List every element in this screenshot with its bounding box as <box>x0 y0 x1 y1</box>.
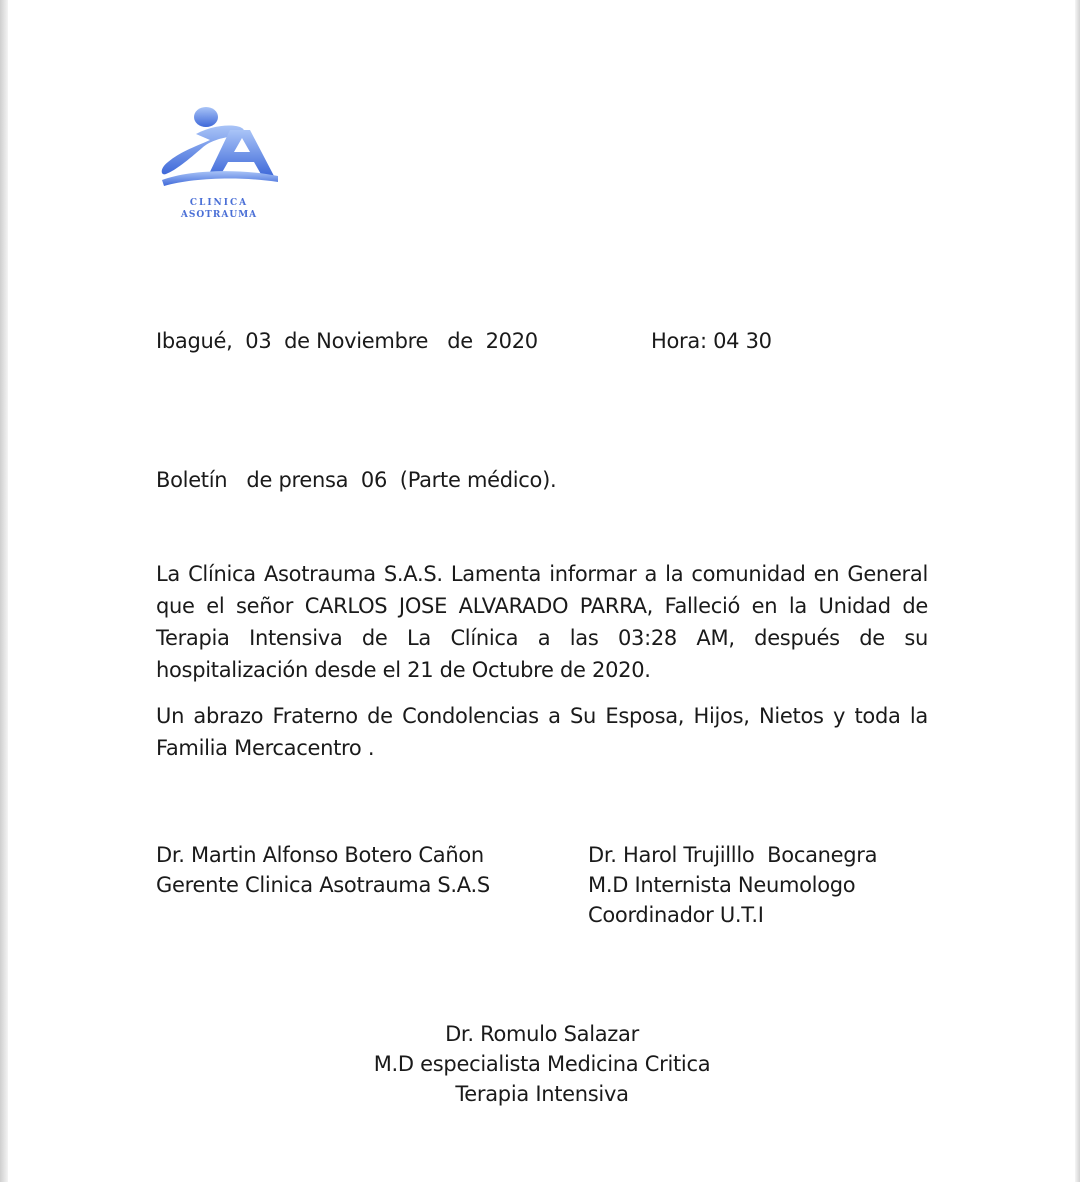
signature-right <box>588 840 877 930</box>
logo-text-line1: CLINICA <box>189 198 249 208</box>
page-edge-right <box>1075 0 1080 1182</box>
date-line: Ibagué, 03 de Noviembre de 2020 <box>156 329 538 353</box>
signature-center-name: Dr. Romulo Salazar <box>445 1022 639 1046</box>
signature-right-role: Coordinador U.T.I <box>588 903 764 927</box>
signature-left-name: Dr. Martin Alfonso Botero Cañon <box>156 843 484 867</box>
signature-right-title: M.D Internista Neumologo <box>588 873 856 897</box>
body-paragraph-2: Un abrazo Fraterno de Condolencias a Su Esposa, Hijos, Nietos y toda la Familia Mercacentro . <box>156 704 928 760</box>
page-edge-left <box>0 0 8 1182</box>
signature-center-title: M.D especialista Medicina Critica <box>373 1052 711 1076</box>
hour-line: Hora: 04 30 <box>651 329 772 353</box>
signature-right-name: Dr. Harol Trujilllo Bocanegra <box>588 843 878 867</box>
signature-left <box>156 840 490 900</box>
bulletin-title: Boletín de prensa 06 (Parte médico). <box>156 468 557 492</box>
logo-text-line2: ASOTRAUMA <box>180 210 258 220</box>
clinic-logo <box>158 104 280 226</box>
signature-center-unit: Terapia Intensiva <box>455 1082 629 1106</box>
signature-left-title: Gerente Clinica Asotrauma S.A.S <box>156 873 490 897</box>
clinic-logo-icon <box>158 104 280 196</box>
signature-center <box>300 1019 784 1109</box>
body-paragraph-1: La Clínica Asotrauma S.A.S. Lamenta informar a la comunidad en General que el señor CARLOS JOSE ALVARADO PARRA, Falleció en la Unidad de Terapia Intensiva de La Clínica a las 03:28 AM, después de su hospitalización desde el 21 de Octubre de 2020. <box>156 562 928 682</box>
